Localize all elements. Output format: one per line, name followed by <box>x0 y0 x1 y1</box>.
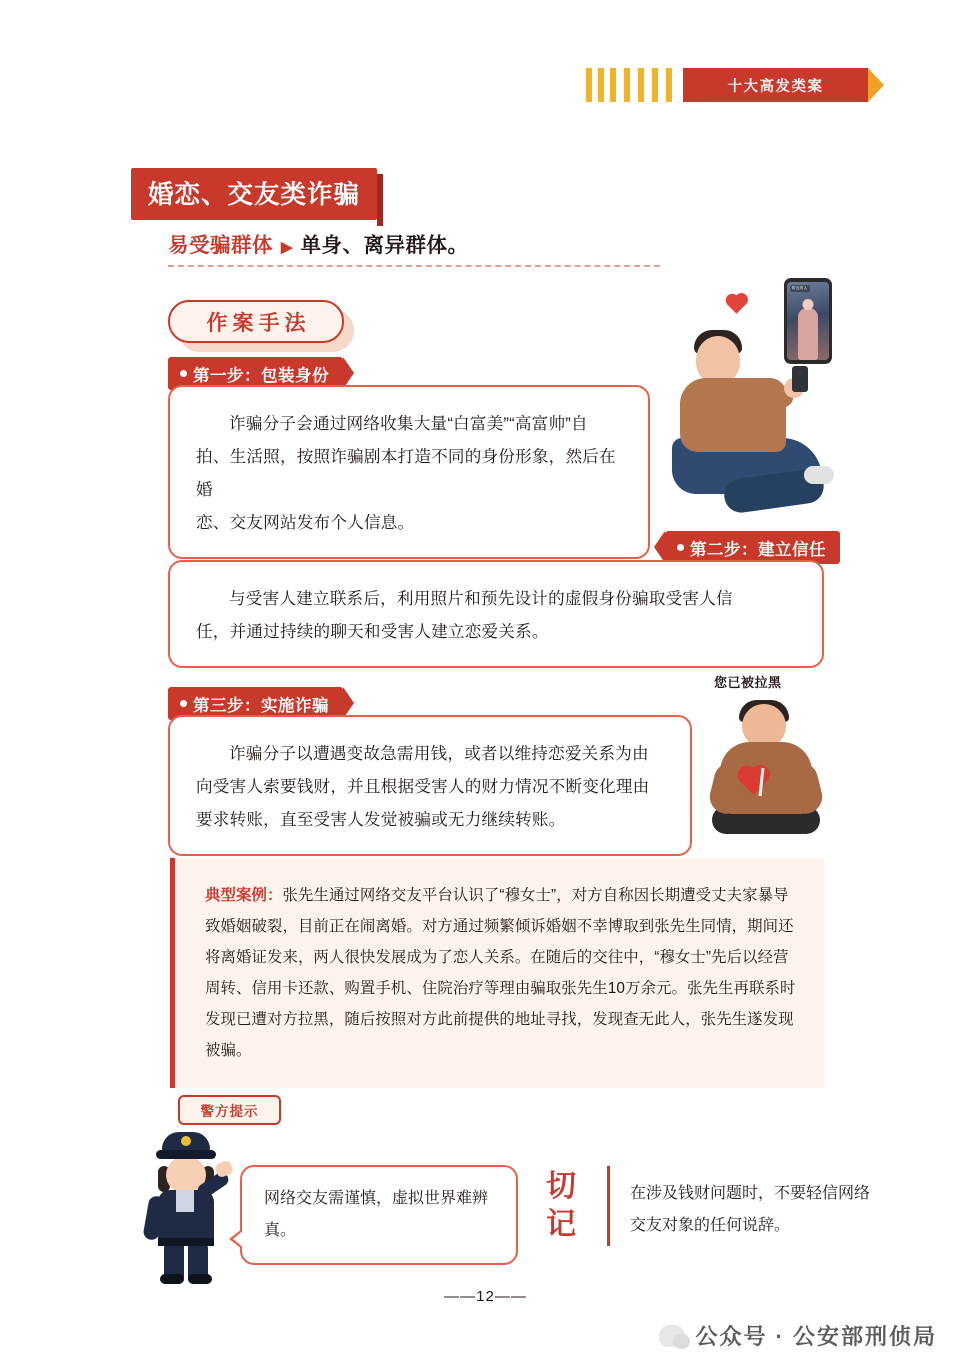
page-title <box>131 168 377 220</box>
step-3-line-2: 向受害人索要钱财，并且根据受害人的财力情况不断变化理由 <box>196 777 650 796</box>
step-3-body <box>168 715 692 856</box>
wechat-icon <box>659 1325 685 1347</box>
step-3-label: 第三步：实施诈骗 <box>193 696 329 715</box>
typical-case-text: 张先生通过网络交友平台认识了“穆女士”，对方自称因长期遭受丈夫家暴导致婚姻破裂，目前正在闹离婚。对方通过频繁倾诉婚姻不幸博取到张先生同情，期间还将离婚证发来，两人很快发展成为了恋人关系。在随后的交往中，“穆女士”先后以经营周转、信用卡还款、购置手机、住院治疗等理由骗取张先生10万余元。张先生再联系时发现已遭对方拉黑，随后按照对方此前提供的地址寻找，发现查无此人，张先生遂发现被骗。 <box>205 887 796 1059</box>
chevron-right-icon: ▶ <box>281 239 293 256</box>
step-1-body <box>168 385 650 559</box>
held-phone-shape <box>792 366 808 392</box>
method-section-badge <box>168 300 344 343</box>
vulnerable-group-label: 易受骗群体 <box>168 234 273 257</box>
vulnerable-group-value: 单身、离异群体。 <box>300 234 469 257</box>
police-tip-label: 警方提示 <box>200 1104 259 1119</box>
ribbon-banner <box>683 68 868 102</box>
blocked-label: 您已被拉黑 <box>714 675 782 690</box>
phone-screen <box>787 282 829 360</box>
tip-speech-bubble <box>240 1165 518 1265</box>
hat-badge-icon <box>181 1136 191 1146</box>
step-2-line-2: 任，并通过持续的聊天和受害人建立恋爱关系。 <box>196 622 549 641</box>
bullet-icon <box>180 370 187 377</box>
vertical-rule <box>607 1166 610 1246</box>
page-number: ——12—— <box>444 1288 527 1305</box>
man-with-phone-illustration <box>672 278 832 528</box>
head-shape <box>696 336 740 384</box>
typical-case-box <box>170 858 824 1088</box>
heart-icon <box>727 295 745 313</box>
hat-brim-shape <box>156 1150 216 1159</box>
step-2-body <box>168 560 824 668</box>
belt-shape <box>158 1238 214 1246</box>
phone-app-tag: 附近的人 <box>792 286 808 290</box>
header-ribbon <box>586 68 892 102</box>
typical-case-label: 典型案例： <box>205 887 283 904</box>
bullet-icon <box>180 700 187 707</box>
shoe-shape <box>160 1274 184 1284</box>
shirt-shape <box>176 1190 194 1212</box>
step-3-line-1: 诈骗分子以遭遇变故急需用钱，或者以维持恋爱关系为由 <box>229 744 649 763</box>
ribbon-stripe <box>666 68 672 102</box>
step-1-label: 第一步：包装身份 <box>193 366 329 385</box>
ribbon-arrow-icon <box>868 68 884 102</box>
title-shadow <box>377 174 383 226</box>
vulnerable-group-row <box>168 228 469 258</box>
method-section-label: 作案手法 <box>206 311 311 335</box>
bullet-icon <box>677 544 684 551</box>
step-1-line-2: 拍、生活照，按照诈骗剧本打造不同的身份形象，然后在婚 <box>196 447 616 499</box>
step-2-label: 第二步：建立信任 <box>690 540 826 559</box>
broken-heart-icon <box>744 766 778 796</box>
seal-stamp: 切记 <box>546 1170 578 1241</box>
ribbon-label: 十大高发类案 <box>727 78 824 95</box>
policewoman-illustration <box>138 1132 234 1287</box>
ribbon-stripe <box>652 68 658 102</box>
step-1-line-3: 恋、交友网站发布个人信息。 <box>196 513 415 532</box>
tip-right-text: 在涉及钱财问题时，不要轻信网络交友对象的任何说辞。 <box>630 1185 871 1234</box>
step-1-line-1: 诈骗分子会通过网络收集大量“白富美”“高富帅”自 <box>229 414 588 433</box>
footer-brand-text: 公众号 · 公安部刑侦局 <box>695 1324 937 1349</box>
shoe-shape <box>188 1274 212 1284</box>
footer-brand <box>659 1320 937 1351</box>
police-tip-badge <box>178 1095 281 1125</box>
shoe-shape <box>804 466 834 484</box>
ribbon-stripe <box>638 68 644 102</box>
step-3-line-3: 要求转账，直至受害人发觉被骗或无力继续转账。 <box>196 810 566 829</box>
divider <box>168 265 660 267</box>
phone-mockup <box>784 278 832 364</box>
tip-bubble-text: 网络交友需谨慎，虚拟世界难辨真。 <box>264 1190 489 1239</box>
ribbon-stripe <box>586 68 592 102</box>
ribbon-stripe <box>610 68 616 102</box>
sad-man-illustration <box>706 700 836 836</box>
dating-profile-figure <box>798 308 818 360</box>
ribbon-stripe <box>624 68 630 102</box>
leg-gap <box>184 1244 188 1278</box>
step-2-line-1: 与受害人建立联系后，利用照片和预先设计的虚假身份骗取受害人信 <box>229 589 733 608</box>
ribbon-stripe <box>598 68 604 102</box>
page-title-text: 婚恋、交友类诈骗 <box>148 181 361 209</box>
